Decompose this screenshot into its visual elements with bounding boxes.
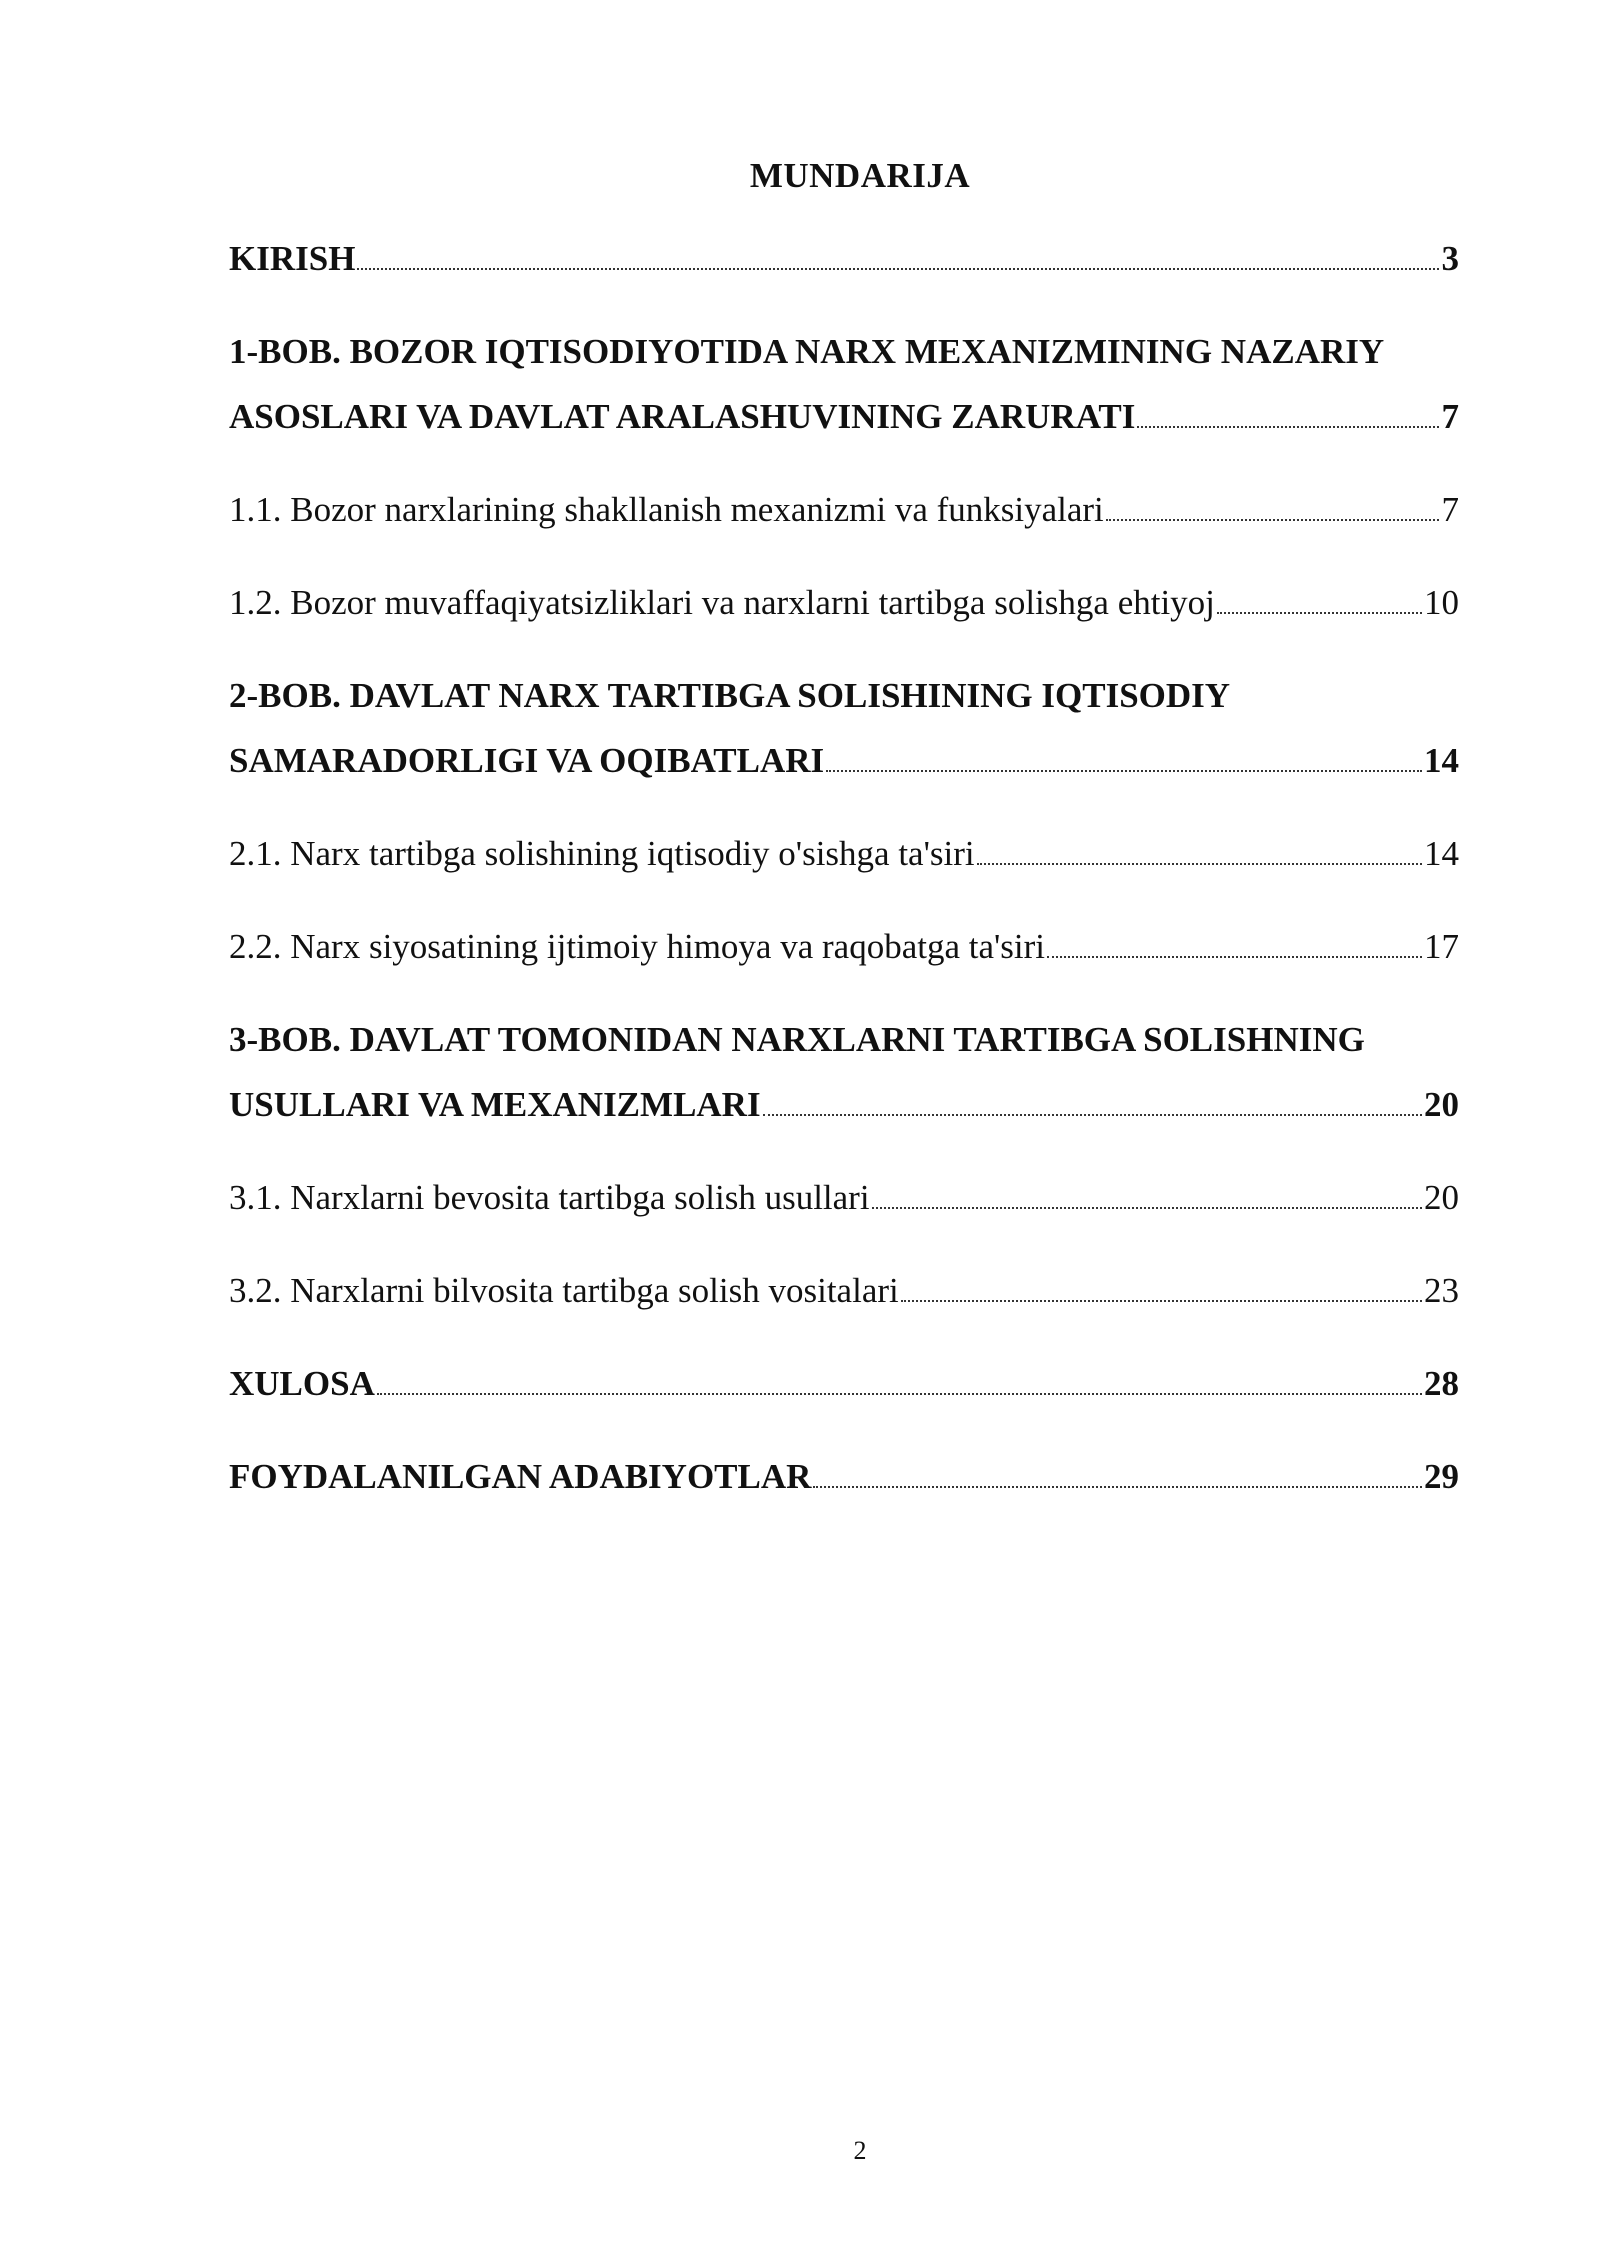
- toc-entry-page: 29: [1424, 1457, 1459, 1496]
- toc-entry-page: 3: [1441, 239, 1459, 278]
- toc-entry-label: 2.2. Narx siyosatining ijtimoiy himoya va raqobatga ta'siri: [229, 927, 1046, 966]
- dot-leader: [1137, 425, 1439, 428]
- toc-entry-page: 7: [1441, 397, 1459, 436]
- toc-entry-label-line1: 1-BOB. BOZOR IQTISODIYOTIDA NARX MEXANIZMINING NAZARIY: [229, 332, 1385, 371]
- toc-entry-label: 1.2. Bozor muvaffaqiyatsizliklari va narxlarni tartibga solishga ehtiyoj: [229, 583, 1215, 622]
- toc-entry-chapter-1[interactable]: [229, 319, 1459, 449]
- toc-entry-label: 3.1. Narxlarni bevosita tartibga solish usullari: [229, 1178, 870, 1217]
- dot-leader: [1217, 611, 1422, 614]
- toc-entry-section-3-1[interactable]: [229, 1165, 1459, 1230]
- dot-leader: [1106, 518, 1439, 521]
- toc-entry-kirish[interactable]: [229, 226, 1459, 291]
- dot-leader: [357, 267, 1439, 270]
- toc-entry-label: 1.1. Bozor narxlarining shakllanish mexanizmi va funksiyalari: [229, 490, 1104, 529]
- toc-entry-page: 23: [1424, 1271, 1459, 1310]
- toc-entry-label-line2: USULLARI VA MEXANIZMLARI: [229, 1085, 761, 1124]
- toc-entry-chapter-3[interactable]: [229, 1007, 1459, 1137]
- toc-entry-label: FOYDALANILGAN ADABIYOTLAR: [229, 1457, 812, 1496]
- dot-leader: [377, 1392, 1422, 1395]
- toc-entry-page: 28: [1424, 1364, 1459, 1403]
- toc-entry-label: XULOSA: [229, 1364, 375, 1403]
- page-number: 2: [853, 2136, 867, 2165]
- toc-entry-label-line2: SAMARADORLIGI VA OQIBATLARI: [229, 741, 825, 780]
- toc-entry-section-1-1[interactable]: [229, 477, 1459, 542]
- toc-entry-label-line2: ASOSLARI VA DAVLAT ARALASHUVINING ZARURATI: [229, 397, 1136, 436]
- toc-entry-label-line1: 2-BOB. DAVLAT NARX TARTIBGA SOLISHINING IQTISODIY: [229, 676, 1231, 715]
- dot-leader: [763, 1113, 1422, 1116]
- toc-entry-section-2-2[interactable]: [229, 914, 1459, 979]
- toc-entry-label: 2.1. Narx tartibga solishining iqtisodiy o'sishga ta'siri: [229, 834, 975, 873]
- toc-entry-section-1-2[interactable]: [229, 570, 1459, 635]
- toc-entry-page: 20: [1424, 1085, 1459, 1124]
- toc-entry-chapter-2[interactable]: [229, 663, 1459, 793]
- toc-entry-page: 14: [1424, 741, 1459, 780]
- dot-leader: [813, 1485, 1422, 1488]
- toc-entry-label: 3.2. Narxlarni bilvosita tartibga solish vositalari: [229, 1271, 899, 1310]
- table-of-contents: [229, 226, 1459, 1537]
- toc-entry-section-3-2[interactable]: [229, 1258, 1459, 1323]
- toc-entry-page: 14: [1424, 834, 1459, 873]
- dot-leader: [977, 862, 1422, 865]
- toc-title: MUNDARIJA: [749, 156, 971, 195]
- dot-leader: [901, 1299, 1422, 1302]
- toc-entry-page: 20: [1424, 1178, 1459, 1217]
- dot-leader: [872, 1206, 1422, 1209]
- dot-leader: [1047, 955, 1422, 958]
- toc-entry-label-line1: 3-BOB. DAVLAT TOMONIDAN NARXLARNI TARTIBGA SOLISHNING: [229, 1020, 1365, 1059]
- toc-entry-xulosa[interactable]: [229, 1351, 1459, 1416]
- toc-entry-label: KIRISH: [229, 239, 356, 278]
- toc-entry-page: 10: [1424, 583, 1459, 622]
- toc-entry-adabiyotlar[interactable]: [229, 1444, 1459, 1509]
- toc-entry-page: 17: [1424, 927, 1459, 966]
- toc-entry-page: 7: [1441, 490, 1459, 529]
- toc-entry-section-2-1[interactable]: [229, 821, 1459, 886]
- dot-leader: [826, 769, 1422, 772]
